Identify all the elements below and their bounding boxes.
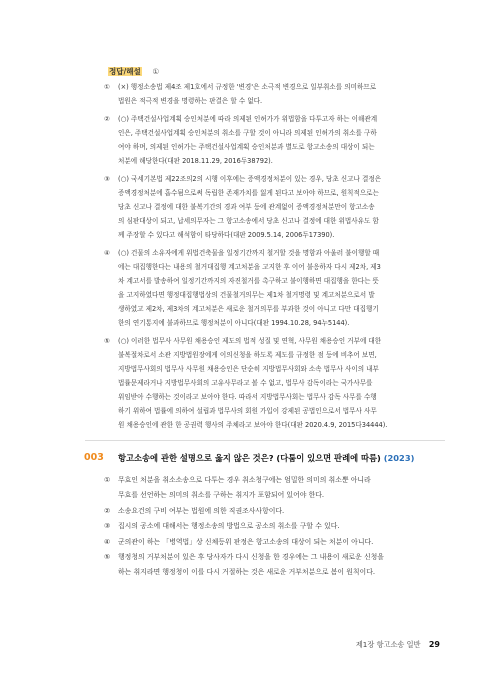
explanation-number: ① [104, 83, 110, 91]
explanation-line: 인은, 주택건설사업계획 승인처분의 취소를 구할 것이 아니라 의제된 인허가의 취소를 구하 [118, 129, 377, 137]
explanation-line: 여야 하며, 의제된 인허가는 주택건설사업계획 승인처분과 별도로 항고소송의 대상이 되는 [118, 143, 375, 151]
answer-mark: ① [152, 67, 160, 76]
explanation-item-3 [104, 172, 444, 242]
explanation-line: 한의 연기통지에 불과하므로 행정처분이 아니다(대판 1994.10.28, 94누5144). [118, 319, 350, 327]
choice-1 [104, 473, 449, 504]
choice-line: 소송요건의 구비 여부는 법원에 의한 직권조사사항이다. [118, 506, 285, 515]
explanation-line: 생하였고 제2차, 제3차의 계고처분은 새로운 철거의무를 부과한 것이 아니고 다만 대집행기 [118, 305, 379, 313]
explanation-item-4 [104, 246, 444, 330]
answer-label: 정답/해설 [109, 67, 141, 76]
explanation-number: ⑤ [104, 337, 110, 345]
explanation-line: 법원은 적극적 변경을 명령하는 판결은 할 수 없다. [118, 97, 263, 105]
question-year: (2023) [383, 453, 415, 463]
explanation-line: 당초 신고나 결정에 대한 불복기간의 경과 여부 등에 관계없이 증액경정처분만이 항고소송 [118, 203, 375, 211]
choice-number: ④ [104, 537, 111, 546]
explanation-number: ④ [104, 249, 110, 257]
explanation-item-5 [104, 334, 444, 432]
explanation-line: (○) 건물의 소유자에게 위법건축물을 일정기간까지 철거할 것을 명함과 아울러 불이행할 때 [118, 249, 380, 257]
choice-line: 무효인 처분을 취소소송으로 다투는 경우 취소청구에는 엄밀한 의미의 취소뿐 아니라 [118, 476, 371, 484]
answer-header [108, 66, 159, 77]
choice-number: ② [104, 506, 111, 515]
explanation-item-2 [104, 112, 444, 168]
explanation-line: 불복절차로서 소관 지방법원장에게 이의신청을 하도록 제도를 규정한 점 등에 비추어 보면, [118, 351, 377, 359]
question-number: 003 [84, 452, 104, 463]
explanation-line: 에는 대집행한다는 내용의 철거대집행 계고처분을 고지한 후 이어 불응하자 다시 제2차, 제3 [118, 263, 381, 271]
explanation-list [104, 80, 444, 432]
explanation-item-1 [104, 80, 444, 108]
explanation-line: 위임받아 수행하는 것이라고 보아야 한다. 따라서 지방법무사회는 법무사 감독 사무를 수행 [118, 393, 377, 401]
choice-number: ① [104, 476, 111, 484]
question-title: 항고소송에 관한 설명으로 옳지 않은 것은? (다툼이 있으면 판례에 따름) [118, 453, 381, 463]
explanation-line: 법률문제라거나 지방법무사회의 고유사무라고 볼 수 없고, 법무사 감독이라는 국가사무를 [118, 379, 373, 387]
choice-line: 하는 취지라면 행정청이 이를 다시 거절하는 것은 새로운 거부처분으로 봄이 원칙이다. [118, 568, 376, 577]
choice-line: 군의관이 하는 「병역법」상 신체등위 판정은 항고소송의 대상이 되는 처분이 아니다. [118, 537, 374, 546]
explanation-number: ② [104, 115, 110, 123]
explanation-number: ③ [104, 175, 110, 183]
explanation-line: 께 주장할 수 있다고 해석함이 타당하다(대판 2009.5.14, 2006두17390). [118, 231, 335, 239]
explanation-line: 을 고지하였다면 행정대집행법상의 건물철거의무는 제1차 철거명령 및 계고처분으로서 발 [118, 291, 375, 299]
choice-number: ③ [104, 522, 111, 531]
chapter-title: 제1장 항고소송 일반 [355, 640, 421, 649]
explanation-line: 하기 위하여 법률에 의하여 설립과 법무사의 회원 가입이 강제된 공법인으로서 법무사 사무 [118, 407, 377, 415]
choice-line: 행정청의 거부처분이 있은 후 당사자가 다시 신청을 한 경우에는 그 내용이 새로운 신청을 [118, 553, 384, 562]
choice-list [104, 473, 449, 581]
page-footer [356, 640, 440, 650]
choice-line: 무효를 선언하는 의미의 취소를 구하는 취지가 포함되어 있어야 한다. [118, 491, 325, 500]
question-title-row [118, 452, 414, 464]
choice-number: ⑤ [104, 553, 111, 562]
choice-5 [104, 550, 449, 581]
explanation-line: 증액경정처분에 흡수됨으로써 독립한 존재가치를 잃게 된다고 보아야 하므로, 원칙적으로는 [118, 189, 379, 197]
explanation-line: 지방법무사회의 법무사 사무원 채용승인은 단순히 지방법무사회와 소속 법무사 사이의 내부 [118, 365, 379, 373]
explanation-line: 의 심판대상이 되고, 납세의무자는 그 항고소송에서 당초 신고나 결정에 대한 위법사유도 함 [118, 217, 379, 225]
explanation-line: 처분에 해당한다(대판 2018.11.29, 2016두38792). [118, 157, 273, 165]
explanation-line: (×) 행정소송법 제4조 제1호에서 규정한 '변경'은 소극적 변경으로 일부취소를 의미하므로 [118, 83, 377, 91]
explanation-line: 차 계고서를 발송하여 일정기간까지의 자진철거를 촉구하고 불이행하면 대집행을 한다는 뜻 [118, 277, 379, 285]
question-divider [85, 440, 445, 441]
explanation-line: (○) 주택건설사업계획 승인처분에 따라 의제된 인허가가 위법함을 다투고자 하는 이해관계 [118, 115, 378, 123]
page-number: 29 [428, 640, 440, 649]
choice-3 [104, 519, 449, 534]
explanation-line: (○) 이러한 법무사 사무원 채용승인 제도의 법적 성질 및 연혁, 사무원 채용승인 거부에 대한 [118, 337, 382, 345]
explanation-line: 원 채용승인에 관한 한 공권력 행사의 주체라고 보아야 한다(대판 2020.4.9, 2015다34444). [118, 421, 388, 429]
choice-4 [104, 535, 449, 550]
choice-line: 집시의 공소에 대해서는 행정소송의 방법으로 공소의 취소를 구할 수 있다. [118, 522, 340, 531]
explanation-line: (○) 국세기본법 제22조의2의 시행 이후에는 증액경정처분이 있는 경우, 당초 신고나 결정은 [118, 175, 382, 183]
choice-2 [104, 504, 449, 519]
